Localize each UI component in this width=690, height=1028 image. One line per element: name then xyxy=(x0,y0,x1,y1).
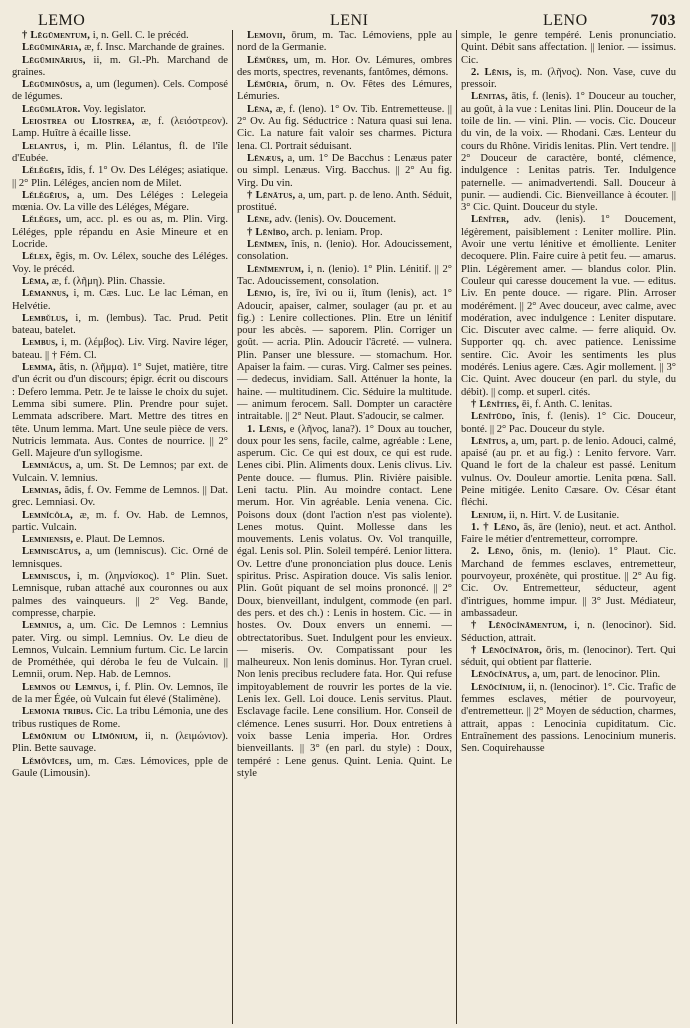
entry-definition: ĕgis, m. Ov. Lélex, souche des Léléges. Voy. le précéd. xyxy=(12,251,228,275)
entry-headword: Lēna, xyxy=(247,103,273,115)
page-number: 703 xyxy=(650,12,676,29)
entry-definition: Cic. La tribu Lémonia, une des tribus rustiques de Rome. xyxy=(12,706,228,730)
entry-definition: æ, f. (λῆμη). Plin. Chassie. xyxy=(51,275,166,287)
dictionary-entry xyxy=(461,436,676,510)
entry-headword: Lĕlĕgēis, xyxy=(22,165,65,177)
entry-headword: Lemonia tribus. xyxy=(22,706,94,718)
dictionary-entry xyxy=(237,424,452,781)
entry-headword: Lemniscus, xyxy=(22,571,71,583)
entry-headword: † Lēnĭbo, xyxy=(247,226,290,238)
dictionary-entry xyxy=(12,546,228,571)
entry-headword: Lĕlex, xyxy=(22,251,52,263)
dictionary-entry xyxy=(12,116,228,141)
entry-headword: Lēmannus, xyxy=(22,288,69,300)
entry-headword: Lemma, xyxy=(22,362,56,374)
dictionary-entry xyxy=(237,104,452,153)
dictionary-entry xyxy=(12,682,228,707)
dictionary-entry xyxy=(461,91,676,214)
dictionary-entry xyxy=(12,534,228,546)
dictionary-entry xyxy=(237,190,452,215)
dictionary-entry xyxy=(12,731,228,756)
entry-definition: a, um, part. de lenocinor. Plin. xyxy=(532,669,661,681)
dictionary-entry xyxy=(461,682,676,756)
dictionary-entry xyxy=(461,522,676,547)
dictionary-entry xyxy=(237,30,452,55)
dictionary-entry xyxy=(12,55,228,80)
dictionary-entry xyxy=(12,79,228,104)
entry-definition: i, m. Plin. Lélantus, fl. de l'île d'Eubée. xyxy=(12,140,228,164)
dictionary-entry xyxy=(237,79,452,104)
dictionary-entry xyxy=(461,399,676,411)
page-header xyxy=(8,6,682,32)
entry-definition: um, m. Cæs. Lémovices, pple de Gaule (Limousin). xyxy=(12,755,228,779)
dictionary-entry xyxy=(461,411,676,436)
entry-headword: Lemniăcus, xyxy=(22,460,72,472)
entry-definition: ĭdis, f. 1° Ov. Des Léléges; asiatique. || 2° Plin. Léléges, ancien nom de Milet. xyxy=(12,165,228,189)
entry-definition: æ, m. f. Ov. Hab. de Lemnos, partic. Vulcain. xyxy=(12,509,228,533)
dictionary-entry xyxy=(237,288,452,423)
entry-definition: ōris, m. (lenocinor). Tert. Qui séduit, qui obtient par flatterie. xyxy=(461,644,676,669)
dictionary-entry xyxy=(12,104,228,116)
entry-headword: Lēnĭter, xyxy=(471,214,510,226)
entry-definition: ās, āre (lenio), neut. et act. Anthol. Faire le métier d'entremetteur, corrompre. xyxy=(461,521,676,546)
entry-headword: 2. Lēno, xyxy=(471,546,514,558)
dictionary-entry xyxy=(461,669,676,681)
entry-headword: Lemnius, xyxy=(22,620,62,632)
entry-definition: a, um. Cic. De Lemnos : Lemnius pater. Virg. ou simpl. Lemnius. Ov. Le dieu de Lemnos, Vulcain. Lemnium furtum. Cic. Le larcin de Prométhée, qui déroba le feu de Vulcain. || Lemnii, orum. Nep. Hab. de Lemnos. xyxy=(12,620,228,681)
column-left xyxy=(8,30,232,1024)
entry-definition: ātis, f. (lenis). 1° Douceur au toucher, au goût, à la vue : Lenitas lini. Plin. Douceur de la toile de lin. — vini. Plin. — vocis. Cic. Douceur du vin, de la voix. — Rhodani. Cæs. Lenteur du cours du Rhône. Viridis lenitas. Plin. Vert tendre. || 2° Douceur de caractère, bonté, clémence, indulgence : Lenitas patris. Ter. Indulgence paternelle. — animadvertendi. Sall. Douceur à punir. — audiendi. Cic. Bienveillance à écouter. || 3° Cic. Quint. Douceur du style. xyxy=(461,91,676,214)
entry-definition: æ, f. (leno). 1° Ov. Tib. Entremetteuse. || 2° Ov. Au fig. Séductrice : Natura quasi sui lena. Cic. La nature fait valoir ses charmes. Pictura lena. Cl. Portrait séduisant. xyxy=(237,103,452,152)
dictionary-entry xyxy=(237,264,452,289)
entry-headword: Lēnōcĭnātus, xyxy=(471,669,530,681)
entry-headword: Lembŭlus, xyxy=(22,312,69,324)
entry-definition: a, um. St. De Lemnos; par ext. de Vulcain. V. lemnius. xyxy=(12,460,228,484)
entry-definition: ōrum, m. Tac. Lémoviens, pple au nord de la Germanie. xyxy=(237,30,452,54)
entry-headword: Lēnĭtūdo, xyxy=(471,411,516,423)
dictionary-entry xyxy=(237,214,452,226)
entry-headword: Lēgūmlātor. xyxy=(22,103,81,115)
entry-definition: i, n. Gell. C. le précéd. xyxy=(92,30,189,41)
entry-definition: ădis, f. Ov. Femme de Lemnos. || Dat. grec. Lemniasi. Ov. xyxy=(12,484,228,509)
dictionary-entry xyxy=(12,571,228,620)
entry-definition: adv. (lenis). 1° Doucement, légèrement, paisiblement : Leniter mollire. Plin. Avoir une vertu lénitive et émolliente. Leniter decoquere. Plin. Faire cuire à petit feu. — amarus. Plin. Légèrement amer. — blandus color. Plin. Couleur qui caresse doucement la vue. — editus. Liv. En pente douce. — rigare. Plin. Arroser modérément. || 2° Avec douceur, avec calme, avec modération, avec indulgence : Leniter disputare. Cic. Discuter avec calme. — ferre aliquid. Ov. Supporter qq. ch. avec patience. Lenissime sentire. Cic. Avoir les sentiments les plus modérés. Lenius agere. Cæs. Agir mollement. || 3° Cic. Quint. Avec douceur (en parl. du style, du débit). || comp. et superl. cités. xyxy=(461,214,676,398)
dictionary-entry xyxy=(461,510,676,522)
entry-headword: Lēgūminōsus, xyxy=(22,79,82,91)
entry-definition: i, m. Cæs. Luc. Le lac Léman, en Helvétie. xyxy=(12,288,228,312)
dictionary-entry xyxy=(12,165,228,190)
entry-definition: ii, n. (λειμώνιον). Plin. Bette sauvage. xyxy=(12,730,228,755)
entry-definition: a, um (lemniscus). Cic. Orné de lemnisques. xyxy=(12,546,228,570)
entry-definition: æ, f. Insc. Marchande de graines. xyxy=(84,42,225,54)
dictionary-entry xyxy=(12,42,228,54)
entry-headword: Lelantus, xyxy=(22,140,67,152)
entry-headword: Lenium, xyxy=(471,509,507,521)
entry-headword: Lĕlĕgēius, xyxy=(22,189,70,201)
dictionary-entry xyxy=(12,756,228,781)
entry-headword: Lēgūmināria, xyxy=(22,42,82,54)
entry-headword: Lĕmŏvīces, xyxy=(22,755,72,767)
entry-definition: e. Plaut. De Lemnos. xyxy=(75,534,165,546)
dictionary-entry xyxy=(12,460,228,485)
dictionary-entry xyxy=(461,645,676,670)
entry-headword: Lĕlĕges, xyxy=(22,214,62,226)
entry-definition: ēi, f. Anth. C. lenitas. xyxy=(521,398,613,410)
entry-headword: † Lēgūmentum, xyxy=(22,30,91,41)
entry-headword: Lēnio, xyxy=(247,288,276,300)
dictionary-entry xyxy=(237,153,452,190)
dictionary-entry xyxy=(461,30,676,67)
dictionary-entry xyxy=(12,251,228,276)
entry-headword: Lēnīmen, xyxy=(247,239,288,251)
entry-headword: † Lēnātus, xyxy=(247,189,296,201)
entry-headword: 1. Lēnis, xyxy=(247,423,287,435)
dictionary-entry xyxy=(12,141,228,166)
entry-definition: ii, n. (lenocinor). 1°. Cic. Trafic de femmes esclaves, métier de pourvoyeur, d'entremetteur. || 2° Moyen de séduction, charmes, attrait, appas : Lenocinia cupiditatum. Cic. Entraînement des passions. Lenocinium muneris. Sen. Coquirehausse xyxy=(461,681,676,755)
dictionary-entry xyxy=(12,313,228,338)
entry-headword: Lembus, xyxy=(22,337,59,349)
entry-headword: † Lēnōcĭnātor, xyxy=(471,644,543,656)
dictionary-entry xyxy=(12,362,228,460)
entry-headword: Lēnitas, xyxy=(471,91,508,103)
entry-definition: um, m. Hor. Ov. Lémures, ombres des morts, spectres, revenants, fantômes, démons. xyxy=(237,54,452,78)
dictionary-entry xyxy=(12,510,228,535)
entry-definition: ii, m. Gl.-Ph. Marchand de graines. xyxy=(12,54,228,78)
dictionary-entry xyxy=(461,620,676,645)
dictionary-entry xyxy=(12,620,228,681)
entry-headword: 2. Lēnis, xyxy=(471,66,512,78)
entry-definition: a, um. 1° De Bacchus : Lenæus pater ou simpl. Lenæus. Virg. Bacchus. || 2° Au fig. Virg. Du vin. xyxy=(237,152,452,189)
entry-definition: a, um, part. p. de lenio. Adouci, calmé, apaisé (au pr. et au fig.) : Lenito fervore. Varr. Quand le fort de la chaleur est passé. Lenitum vulnus. Ov. Douleur amortie. Lenita pœna. Sall. Peine mitigée. Lenito Cæsare. Ov. César étant fléchi. xyxy=(461,435,676,509)
entry-definition: adv. (lenis). Ov. Doucement. xyxy=(274,214,397,226)
column-middle xyxy=(232,30,456,1024)
entry-headword: Leiostrea ou Līostrea, xyxy=(22,116,135,128)
entry-definition: e (λῆνος, lana?). 1° Doux au toucher, doux pour les sens, facile, calme, agréable : Lene, asperum. Cic. Ce qui est doux, ce qui est rude. Lenes cibi. Plin. Aliments doux. Lenis clivus. Liv. Pente douce. — flumus. Plin. Rivière paisible. Leni tactu. Plin. Au moindre contact. Lene merum. Hor. Vin agréable. Lenia venena. Cic. Poisons doux (dont l'action n'est pas violente). Lenes motus. Quint. Mollesse dans les mouvements. Lenis volatus. Ov. Vol tranquille, égal. Lenis sol. Plin. Soleil tempéré. Lenior littera. Ov. Lettre d'une prononciation plus douce. Lenis spiritus. Prisc. Aspiration douce. Vis salis lenior. Plin. Goût piquant de sel moins prononcé. || 2° Doux, bienveillant, indulgent, commode (en parl. des pers. et des ch.) : Lenis in hostem. Cic. — in hostes. Ov. Doux envers un ennemi. — obtrectatoribus. Suet. Indulgent pour les envieux. — miseris. Ov. Compatissant pour les malheureux. Non lenis dominus. Hor. Tyran cruel. Non lenis precibus recludere fata. Hor. Qui refuse impitoyablement de rouvrir les portes de la vie. Lenis lex. Gell. Loi douce. Lenis servitus. Plaut. Esclavage facile. Lene consilium. Hor. Conseil de clémence. Lenes susurri. Hor. Doux entretiens à voix basse Lenia imperia. Hor. Ordres bienveillants. || 3° (en parl. du style) : Doux, tempéré : Lene genus. Quint. Lenia. Quint. Le style xyxy=(237,423,452,779)
header-left-guide-word: LEMO xyxy=(38,12,86,29)
entry-headword: Lēnītus, xyxy=(471,435,509,447)
entry-headword: 1. † Lēno, xyxy=(471,521,520,533)
entry-definition: ĭnis, n. (lenio). Hor. Adoucissement, consolation. xyxy=(237,239,452,263)
entry-definition: arch. p. leniam. Prop. xyxy=(291,226,383,238)
dictionary-entry xyxy=(12,190,228,215)
entry-definition: ii, n. Hirt. V. de Lusitanie. xyxy=(508,509,620,521)
entry-headword: Lemniscātus, xyxy=(22,546,81,558)
entry-headword: Lemnos ou Lemnus, xyxy=(22,681,112,693)
dictionary-entry xyxy=(12,214,228,251)
entry-definition: ōrum, n. Ov. Fêtes des Lémures, Lémuries. xyxy=(237,79,452,103)
entry-headword: Lemovii, xyxy=(247,30,286,41)
entry-headword: Lēnīmentum, xyxy=(247,263,305,275)
entry-headword: Lemnias, xyxy=(22,484,62,496)
header-right-guide-word: LENO xyxy=(543,12,588,29)
entry-headword: Lēmōnium ou Līmōnium, xyxy=(22,730,138,742)
dictionary-entry xyxy=(237,55,452,80)
entry-definition: i, m. (lembus). Tac. Prud. Petit bateau, batelet. xyxy=(12,312,228,337)
entry-definition: i, m. (λέμβος). Liv. Virg. Navire léger, bateau. || † Fém. Cl. xyxy=(12,337,228,361)
entry-definition: a, um. Des Léléges : Lelegeia mœnia. Ov. La ville des Léléges, Mégare. xyxy=(12,189,228,214)
entry-definition: Voy. legislator. xyxy=(82,103,146,115)
entry-definition: a, um, part. p. de leno. Anth. Séduit, prostitué. xyxy=(237,189,452,214)
entry-headword: † Lēnĭties, xyxy=(471,398,520,410)
entry-headword: † Lēnōcĭnāmentum, xyxy=(471,620,567,632)
dictionary-entry xyxy=(12,30,228,42)
column-right xyxy=(456,30,680,1024)
entry-headword: Lemniensis, xyxy=(22,534,74,546)
dictionary-entry xyxy=(12,485,228,510)
columns-container xyxy=(8,30,684,1024)
dictionary-entry xyxy=(12,337,228,362)
dictionary-entry xyxy=(461,546,676,620)
entry-definition: i, n. (lenocinor). Sid. Séduction, attrait. xyxy=(461,620,676,644)
dictionary-entry xyxy=(12,288,228,313)
entry-headword: Lēnōcĭnium, xyxy=(471,681,526,693)
entry-headword: Lēma, xyxy=(22,275,50,287)
entry-definition: um, acc. pl. es ou as, m. Plin. Virg. Léléges, pple répandu en Asie Mineure et en Locride. xyxy=(12,214,228,251)
dictionary-entry xyxy=(237,239,452,264)
entry-definition: i, n. (lenio). 1° Plin. Lénitif. || 2° Tac. Adoucissement, consolation. xyxy=(237,263,452,287)
entry-headword: Lĕmūria, xyxy=(247,79,288,91)
entry-headword: Lēne, xyxy=(247,214,273,226)
entry-headword: Lemnĭcŏla, xyxy=(22,509,73,521)
entry-headword: Lĕmŭres, xyxy=(247,54,289,66)
entry-definition: simple, le genre tempéré. Lenis pronunciatio. Quint. Débit sans affectation. || lenior. — issimus. Cic. xyxy=(461,30,676,66)
header-center-guide-word: LENI xyxy=(330,12,369,29)
entry-headword: Lēnæus, xyxy=(247,152,284,164)
dictionary-entry xyxy=(12,276,228,288)
dictionary-entry xyxy=(461,67,676,92)
entry-headword: Lēgūminārius, xyxy=(22,54,86,66)
entry-definition: i, m. (λημνίσκος). 1° Plin. Suet. Lemnisque, ruban attaché aux couronnes ou aux palmes des vainqueurs. || 2° Veg. Bande, compresse, charpie. xyxy=(12,571,228,619)
entry-definition: is, īre, īvi ou ii, ītum (lenis), act. 1° Adoucir, apaiser, calmer, soulager (au pr. et au fig.) : Lenire collectiones. Plin. Etre un lénitif pour les abcès. — saporem. Plin. Corriger un goût. — acria. Plin. Adoucir l'âcreté. — vulnera. Plin. Panser une blessure. — stomachum. Hor. Apaiser la faim. — curas. Virg. Calmer ses peines. — dedecus, invidiam. Sall. Atténuer la honte, la haine. — multitudinem. Cic. Séduire la multitude. — animum ferocem. Sall. Dompter un caractère intraitable. || 2° Neut. Plaut. S'adoucir, se calmer. xyxy=(237,288,453,423)
dictionary-entry xyxy=(12,706,228,731)
entry-definition: i, f. Plin. Ov. Lemnos, île de la mer Égée, où Vulcain fut élevé (Stalimène). xyxy=(12,681,228,706)
entry-definition: a, um (legumen). Cels. Composé de légumes. xyxy=(12,79,228,103)
entry-definition: æ, f. (λειόστρεον). Lamp. Huître à écaille lisse. xyxy=(12,116,228,140)
entry-definition: ōnis, m. (lenio). 1° Plaut. Cic. Marchand de femmes esclaves, entremetteur, pourvoyeur, proxénète, qui prostitue. || 2° Au fig. Cic. Ov. Entremetteur, séducteur, agent d'intrigues, homme impur. || 3° Just. Médiateur, ambassadeur. xyxy=(461,546,676,619)
entry-definition: ĭnis, f. (lenis). 1° Cic. Douceur, bonté. || 2° Pac. Douceur du style. xyxy=(461,411,676,435)
dictionary-entry xyxy=(461,214,676,398)
entry-definition: ătis, n. (λῆμμα). 1° Sujet, matière, titre d'un écrit ou d'un discours; épigr. écrit ou discours : Defero lemma. Petr. Je te laisse le choix du sujet. Lemma sibi sumere. Plin. Prendre pour sujet. Lemmata adscribere. Mart. Mettre des titres en tête. Unum lemma. Mart. Une seule pièce de vers. Nutricis lemmata. Aus. Contes de nourrice. || 2° Gell. Majeure d'un syllogisme. xyxy=(12,362,228,460)
dictionary-entry xyxy=(237,227,452,239)
entry-definition: is, m. (λῆνος). Non. Vase, cuve du pressoir. xyxy=(461,66,676,91)
